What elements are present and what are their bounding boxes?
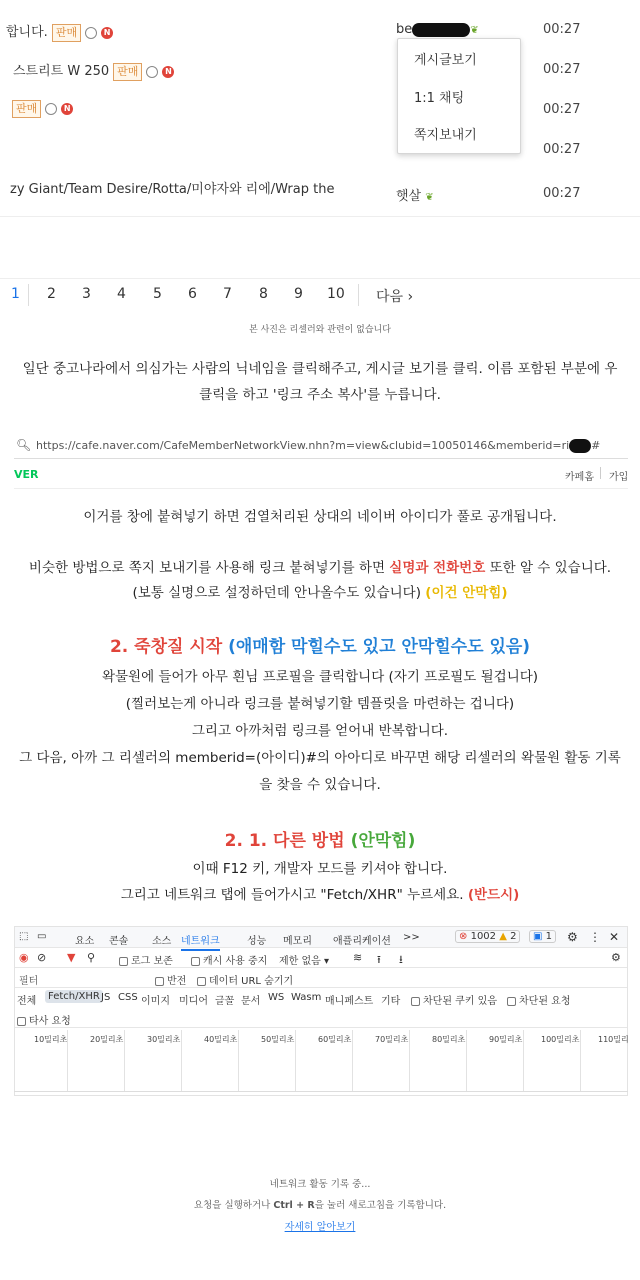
timeline-tick: 100밀리초 bbox=[541, 1035, 580, 1044]
page-9[interactable]: 9 bbox=[294, 286, 303, 302]
timeline-bottom-border bbox=[14, 1091, 628, 1092]
checkbox-box bbox=[197, 977, 206, 986]
blocked-requests-label: 차단된 요청 bbox=[519, 996, 571, 1007]
post-time: 00:27 bbox=[543, 22, 581, 37]
author-name[interactable]: 햇살 bbox=[396, 189, 422, 204]
next-page-button[interactable] bbox=[376, 286, 413, 306]
post-time: 00:27 bbox=[543, 102, 581, 117]
page-1[interactable]: 1 bbox=[11, 286, 20, 302]
type-media[interactable]: 미디어 bbox=[179, 996, 208, 1007]
list-divider bbox=[0, 216, 640, 217]
sprout-icon: ❦ bbox=[425, 192, 434, 203]
text-run: 요청을 실행하거나 bbox=[193, 1200, 274, 1211]
device-toolbar-icon[interactable]: ▭ bbox=[37, 931, 47, 942]
hide-data-url-label: 데이터 URL 숨기기 bbox=[209, 976, 294, 987]
page-separator bbox=[358, 284, 359, 306]
learn-more-link[interactable]: 자세히 알아보기 bbox=[284, 1222, 356, 1233]
menu-item-send-message[interactable]: 쪽지보내기 bbox=[414, 128, 477, 143]
image-caption: 본 사진은 리셀러와 관련이 없습니다 bbox=[249, 325, 391, 335]
filter-input[interactable]: 필터 bbox=[19, 976, 39, 987]
reload-hint bbox=[0, 1197, 640, 1211]
checkbox-box bbox=[411, 997, 420, 1006]
list-item[interactable] bbox=[6, 21, 113, 42]
section-heading bbox=[0, 632, 640, 657]
invert-checkbox[interactable] bbox=[155, 972, 186, 987]
blocked-cookies-checkbox[interactable] bbox=[411, 992, 497, 1007]
error-icon: ⊗ bbox=[459, 931, 468, 942]
timeline-gridline bbox=[295, 1030, 296, 1092]
redaction-mark bbox=[412, 23, 470, 37]
timeline-tick: 40밀리초 bbox=[204, 1035, 238, 1044]
third-party-row bbox=[15, 1008, 627, 1028]
timeline-tick: 110밀리 bbox=[598, 1035, 629, 1044]
post-time: 00:27 bbox=[543, 142, 581, 157]
pager-top-line bbox=[0, 278, 640, 279]
close-icon[interactable]: ✕ bbox=[609, 930, 620, 944]
type-other[interactable]: 기타 bbox=[381, 996, 401, 1007]
timeline-tick: 20밀리초 bbox=[90, 1035, 124, 1044]
network-toolbar bbox=[15, 948, 627, 968]
paragraph-line bbox=[0, 581, 640, 601]
learn-more-row bbox=[0, 1218, 640, 1233]
tab-console[interactable]: 콘솔 bbox=[109, 936, 129, 947]
blocked-cookies-label: 차단된 쿠키 있음 bbox=[423, 996, 497, 1007]
more-tabs-icon[interactable]: >> bbox=[403, 932, 420, 943]
post-time: 00:27 bbox=[543, 62, 581, 77]
next-label: 다음 bbox=[376, 289, 404, 305]
timeline-gridline bbox=[352, 1030, 353, 1092]
disable-cache-checkbox[interactable] bbox=[191, 952, 267, 967]
page-2[interactable]: 2 bbox=[47, 286, 56, 302]
info-counter[interactable] bbox=[529, 930, 556, 943]
pagination bbox=[0, 278, 640, 312]
invert-label: 반전 bbox=[167, 976, 187, 987]
chevron-right-icon: › bbox=[407, 289, 414, 305]
text-run: 을 눌러 새로고침을 기록합니다. bbox=[314, 1200, 447, 1211]
menu-item-view-posts[interactable]: 게시글보기 bbox=[414, 53, 477, 68]
hide-data-url-checkbox[interactable] bbox=[197, 972, 293, 987]
blocked-requests-checkbox[interactable] bbox=[507, 992, 570, 1007]
highlight-red: (반드시) bbox=[467, 887, 520, 903]
info-icon: ▣ bbox=[533, 931, 543, 942]
paragraph-line: 그 다음, 아까 그 리셀러의 memberid=(아이디)#의 아아디로 바꾸면 해당 리셀러의 왁물원 활동 기록 bbox=[19, 750, 621, 766]
settings-icon[interactable]: ⚙ bbox=[567, 930, 578, 944]
devtools-tab-bar bbox=[15, 927, 627, 948]
paragraph-line bbox=[0, 556, 640, 576]
paragraph-line: 왁물원에 들어가 아무 흰님 프로필을 클릭합니다 (자기 프로필도 될겁니다) bbox=[101, 669, 539, 685]
shortcut-key: Ctrl + R bbox=[273, 1200, 315, 1211]
type-manifest[interactable]: 매니페스트 bbox=[325, 996, 374, 1007]
paragraph-line: 이거를 창에 붙혀넣기 하면 검열처리된 상대의 네이버 아이디가 풀로 공개됩니다. bbox=[83, 509, 557, 525]
redaction-mark bbox=[569, 439, 591, 453]
type-js[interactable]: JS bbox=[101, 992, 111, 1003]
devtools-panel bbox=[14, 926, 628, 1096]
more-options-icon[interactable]: ⋮ bbox=[589, 930, 601, 944]
nickname-context-menu bbox=[397, 38, 521, 154]
throttle-select[interactable]: 제한 없음 ▾ bbox=[279, 956, 330, 967]
timeline-gridline bbox=[580, 1030, 581, 1092]
new-badge-icon: N bbox=[101, 27, 113, 39]
disable-cache-label: 캐시 사용 중지 bbox=[203, 956, 268, 967]
new-badge-icon: N bbox=[61, 103, 73, 115]
post-title[interactable]: 스트리트 W 250 bbox=[13, 64, 110, 79]
settings-icon[interactable]: ⚙ bbox=[611, 951, 621, 964]
browser-url-bar[interactable] bbox=[14, 433, 628, 459]
timeline-tick: 60밀리초 bbox=[318, 1035, 352, 1044]
timeline-tick: 10밀리초 bbox=[34, 1035, 68, 1044]
sale-badge: 판매 bbox=[52, 24, 81, 42]
tab-elements[interactable]: 요소 bbox=[75, 936, 95, 947]
photo-icon bbox=[146, 66, 158, 78]
paragraph-line: 클릭을 하고 '링크 주소 복사'를 누릅니다. bbox=[199, 387, 441, 403]
paragraph-line: 이때 F12 키, 개발자 모드를 키셔야 합니다. bbox=[192, 861, 448, 877]
page-7[interactable]: 7 bbox=[223, 286, 232, 302]
paragraph-line: (찔러보는게 아니라 링크를 붙혀넣기할 템플릿을 마련하는 겁니다) bbox=[125, 696, 515, 712]
inspect-element-icon[interactable]: ⬚ bbox=[19, 931, 29, 942]
search-icon[interactable]: ⚲ bbox=[87, 951, 96, 964]
sale-badge: 판매 bbox=[113, 63, 142, 81]
tab-sources[interactable]: 소스 bbox=[152, 936, 172, 947]
text-run: 그리고 네트워크 탭에 들어가시고 "Fetch/XHR" 누르세요. bbox=[120, 887, 468, 903]
timeline-gridline bbox=[409, 1030, 410, 1092]
paragraph-line: 을 찾을 수 있습니다. bbox=[259, 777, 381, 793]
list-item[interactable] bbox=[13, 60, 174, 81]
timeline-gridline bbox=[523, 1030, 524, 1092]
heading-green-part: (안막힘) bbox=[350, 831, 416, 851]
author-nickname[interactable] bbox=[396, 22, 479, 37]
page-4[interactable]: 4 bbox=[117, 286, 126, 302]
author-name[interactable]: be bbox=[396, 22, 413, 37]
text-run: 또한 알 수 있습니다. bbox=[485, 560, 612, 576]
cafe-home-link[interactable]: 카페홈 bbox=[565, 472, 594, 483]
type-doc[interactable]: 문서 bbox=[241, 996, 261, 1007]
checkbox-box bbox=[119, 957, 128, 966]
timeline-gridline bbox=[466, 1030, 467, 1092]
sprout-icon: ❦ bbox=[470, 25, 479, 36]
highlight-yellow: (이건 안막힘) bbox=[425, 585, 508, 601]
page-separator bbox=[28, 284, 29, 306]
filter-icon[interactable]: ▼ bbox=[67, 951, 76, 964]
tab-network[interactable]: 네트워크 bbox=[181, 932, 220, 951]
timeline-gridline bbox=[181, 1030, 182, 1092]
checkbox-box bbox=[191, 957, 200, 966]
warning-icon: ▲ bbox=[499, 931, 507, 942]
list-item[interactable] bbox=[10, 178, 334, 197]
preserve-log-label: 로그 보존 bbox=[131, 956, 173, 967]
sale-badge: 판매 bbox=[12, 100, 41, 118]
photo-icon bbox=[85, 27, 97, 39]
timeline-tick: 80밀리초 bbox=[432, 1035, 466, 1044]
checkbox-box bbox=[17, 1017, 26, 1026]
naver-logo[interactable]: VER bbox=[14, 468, 39, 481]
search-icon: 🔍︎ bbox=[16, 438, 32, 452]
info-count: 1 bbox=[545, 931, 553, 942]
heading-red-part: 2. 죽창질 시작 bbox=[109, 637, 229, 657]
author-nickname[interactable] bbox=[396, 185, 434, 204]
third-party-label: 타사 요청 bbox=[29, 1016, 71, 1027]
photo-icon bbox=[45, 103, 57, 115]
third-party-checkbox[interactable] bbox=[17, 1012, 71, 1027]
checkbox-box bbox=[507, 997, 516, 1006]
tab-memory[interactable]: 메모리 bbox=[283, 936, 312, 947]
type-all[interactable]: 전체 bbox=[17, 996, 37, 1007]
upload-icon[interactable]: ⭱ bbox=[377, 953, 381, 966]
type-image[interactable]: 이미지 bbox=[141, 996, 170, 1007]
text-run: (보통 실명으로 설정하던데 안나올수도 있습니다) bbox=[132, 585, 426, 601]
type-ws[interactable]: WS bbox=[268, 992, 285, 1003]
link-divider bbox=[600, 467, 601, 479]
url-value: https://cafe.naver.com/CafeMemberNetworkView.nhn?m=view&clubid=10050146&memberid=ri bbox=[36, 439, 570, 452]
tab-performance[interactable]: 성능 bbox=[247, 936, 267, 947]
recording-status: 네트워크 활동 기록 중... bbox=[269, 1179, 371, 1190]
throttle-value: 제한 없음 bbox=[279, 956, 321, 967]
error-count: 1002 bbox=[470, 931, 497, 942]
heading-blue-part: (애매함 막힐수도 있고 안막힐수도 있음) bbox=[228, 637, 531, 657]
post-title[interactable]: 합니다. bbox=[6, 25, 48, 40]
timeline-tick: 30밀리초 bbox=[147, 1035, 181, 1044]
list-item[interactable] bbox=[12, 100, 73, 118]
timeline-gridline bbox=[67, 1030, 68, 1092]
paragraph-line bbox=[0, 883, 640, 903]
type-fetch-xhr[interactable]: Fetch/XHR bbox=[45, 990, 103, 1003]
new-badge-icon: N bbox=[162, 66, 174, 78]
tab-application[interactable]: 애플리케이션 bbox=[333, 936, 391, 947]
warning-count: 2 bbox=[510, 931, 517, 942]
section-heading bbox=[0, 826, 640, 851]
page-6[interactable]: 6 bbox=[188, 286, 197, 302]
type-font[interactable]: 글꼴 bbox=[215, 996, 235, 1007]
wifi-icon[interactable]: ≋ bbox=[353, 951, 363, 964]
issue-counter[interactable] bbox=[455, 930, 520, 943]
timeline-tick: 70밀리초 bbox=[375, 1035, 409, 1044]
highlight-red: 실명과 전화번호 bbox=[389, 560, 486, 576]
paragraph-line: 일단 중고나라에서 의심가는 사람의 닉네임을 클릭해주고, 게시글 보기를 클릭. 이름 포함된 부분에 우 bbox=[22, 361, 618, 377]
divider bbox=[14, 488, 628, 489]
type-wasm[interactable]: Wasm bbox=[291, 992, 322, 1003]
post-title[interactable]: zy Giant/Team Desire/Rotta/미야자와 리에/Wrap the bbox=[10, 182, 335, 197]
heading-red-part: 2. 1. 다른 방법 bbox=[224, 831, 351, 851]
record-icon[interactable]: ◉ bbox=[19, 951, 29, 964]
timeline-gridline bbox=[124, 1030, 125, 1092]
clear-icon[interactable]: ⊘ bbox=[37, 951, 47, 964]
page-10[interactable]: 10 bbox=[327, 286, 345, 302]
url-text[interactable] bbox=[36, 439, 600, 453]
timeline-gridline bbox=[238, 1030, 239, 1092]
page-8[interactable]: 8 bbox=[259, 286, 268, 302]
resource-type-bar bbox=[15, 988, 627, 1008]
paragraph-line: 그리고 아까처럼 링크를 얻어내 반복합니다. bbox=[191, 723, 449, 739]
timeline-tick: 90밀리초 bbox=[489, 1035, 523, 1044]
menu-item-1on1-chat[interactable]: 1:1 채팅 bbox=[414, 91, 465, 106]
post-time: 00:27 bbox=[543, 186, 581, 201]
url-suffix: # bbox=[591, 439, 601, 452]
preserve-log-checkbox[interactable] bbox=[119, 952, 173, 967]
timeline-tick: 50밀리초 bbox=[261, 1035, 295, 1044]
join-link[interactable]: 가입 bbox=[609, 472, 629, 483]
page-5[interactable]: 5 bbox=[153, 286, 162, 302]
page-3[interactable]: 3 bbox=[82, 286, 91, 302]
type-css[interactable]: CSS bbox=[118, 992, 138, 1003]
text-run: 비슷한 방법으로 쪽지 보내기를 사용해 링크 붙혀넣기를 하면 bbox=[28, 560, 390, 576]
download-icon[interactable]: ⭳ bbox=[399, 953, 403, 966]
checkbox-box bbox=[155, 977, 164, 986]
filter-bar bbox=[15, 968, 627, 988]
